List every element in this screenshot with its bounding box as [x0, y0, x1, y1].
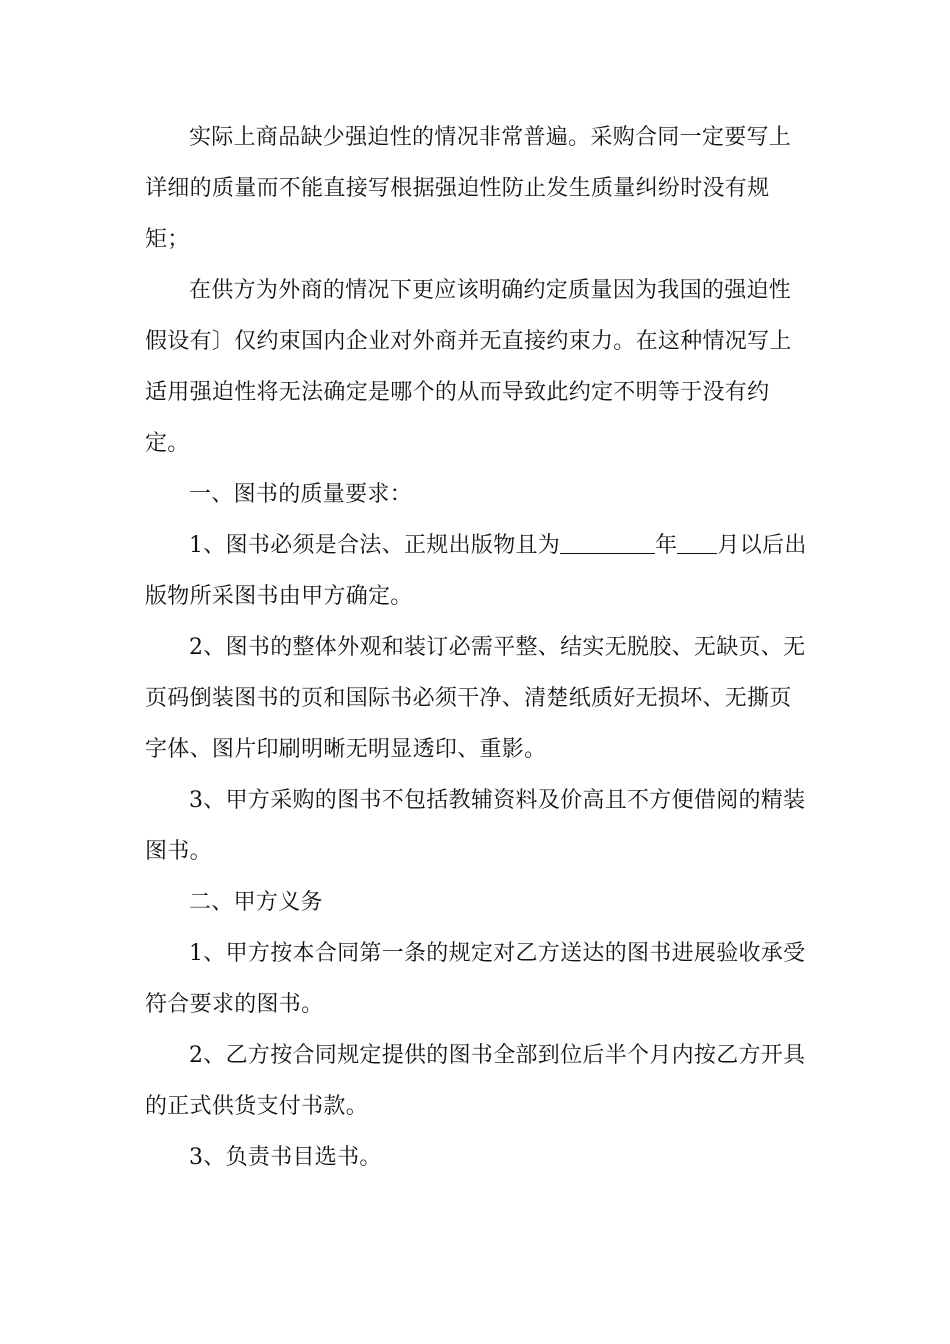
text-line: 详细的质量而不能直接写根据强迫性防止发生质量纠纷时没有规 [145, 176, 770, 201]
document-body [145, 112, 805, 1183]
year-blank [560, 531, 655, 554]
text-line: 定。 [145, 431, 190, 456]
clause-quality-3 [145, 775, 805, 877]
text-segment: 1、图书必须是合法、正规出版物且为 [189, 533, 561, 558]
text-line: 2、图书的整体外观和装订必需平整、结实无脱胶、无缺页、无 [189, 635, 806, 660]
clause-quality-2 [145, 622, 805, 775]
text-line: 图书。 [145, 839, 212, 864]
text-line: 实际上商品缺少强迫性的情况非常普遍。采购合同一定要写上 [189, 125, 792, 150]
clause-party-a-1 [145, 928, 805, 1030]
text-line: 在供方为外商的情况下更应该明确约定质量因为我国的强迫性 [189, 278, 792, 303]
text-line: 的正式供货支付书款。 [145, 1094, 369, 1119]
text-segment: 月以后出 [717, 533, 807, 558]
text-line: 2、乙方按合同规定提供的图书全部到位后半个月内按乙方开具 [189, 1043, 806, 1068]
heading-text: 一、图书的质量要求： [189, 482, 413, 507]
clause-party-a-2 [145, 1030, 805, 1132]
month-blank [677, 531, 717, 554]
text-line: 3、负责书目选书。 [189, 1145, 382, 1170]
clause-quality-1 [145, 520, 805, 622]
text-line: 页码倒装图书的页和国际书必须干净、清楚纸质好无损坏、无撕页 [145, 686, 792, 711]
section-heading-party-a [145, 877, 805, 928]
clause-party-a-3 [145, 1132, 805, 1183]
text-line: 适用强迫性将无法确定是哪个的从而导致此约定不明等于没有约 [145, 380, 770, 405]
text-line [145, 520, 805, 571]
text-line: 假设有〕仅约束国内企业对外商并无直接约束力。在这种情况写上 [145, 329, 792, 354]
paragraph-foreign-supplier [145, 265, 805, 469]
text-line: 版物所采图书由甲方确定。 [145, 584, 413, 609]
paragraph-mandatory-standards [145, 112, 805, 265]
text-line: 3、甲方采购的图书不包括教辅资料及价高且不方便借阅的精装 [189, 788, 806, 813]
text-segment: 年 [655, 533, 678, 558]
heading-text: 二、甲方义务 [189, 890, 323, 915]
text-line: 符合要求的图书。 [145, 992, 324, 1017]
section-heading-quality [145, 469, 805, 520]
text-line: 1、甲方按本合同第一条的规定对乙方送达的图书进展验收承受 [189, 941, 806, 966]
text-line: 矩； [145, 227, 190, 252]
text-line: 字体、图片印刷明晰无明显透印、重影。 [145, 737, 547, 762]
